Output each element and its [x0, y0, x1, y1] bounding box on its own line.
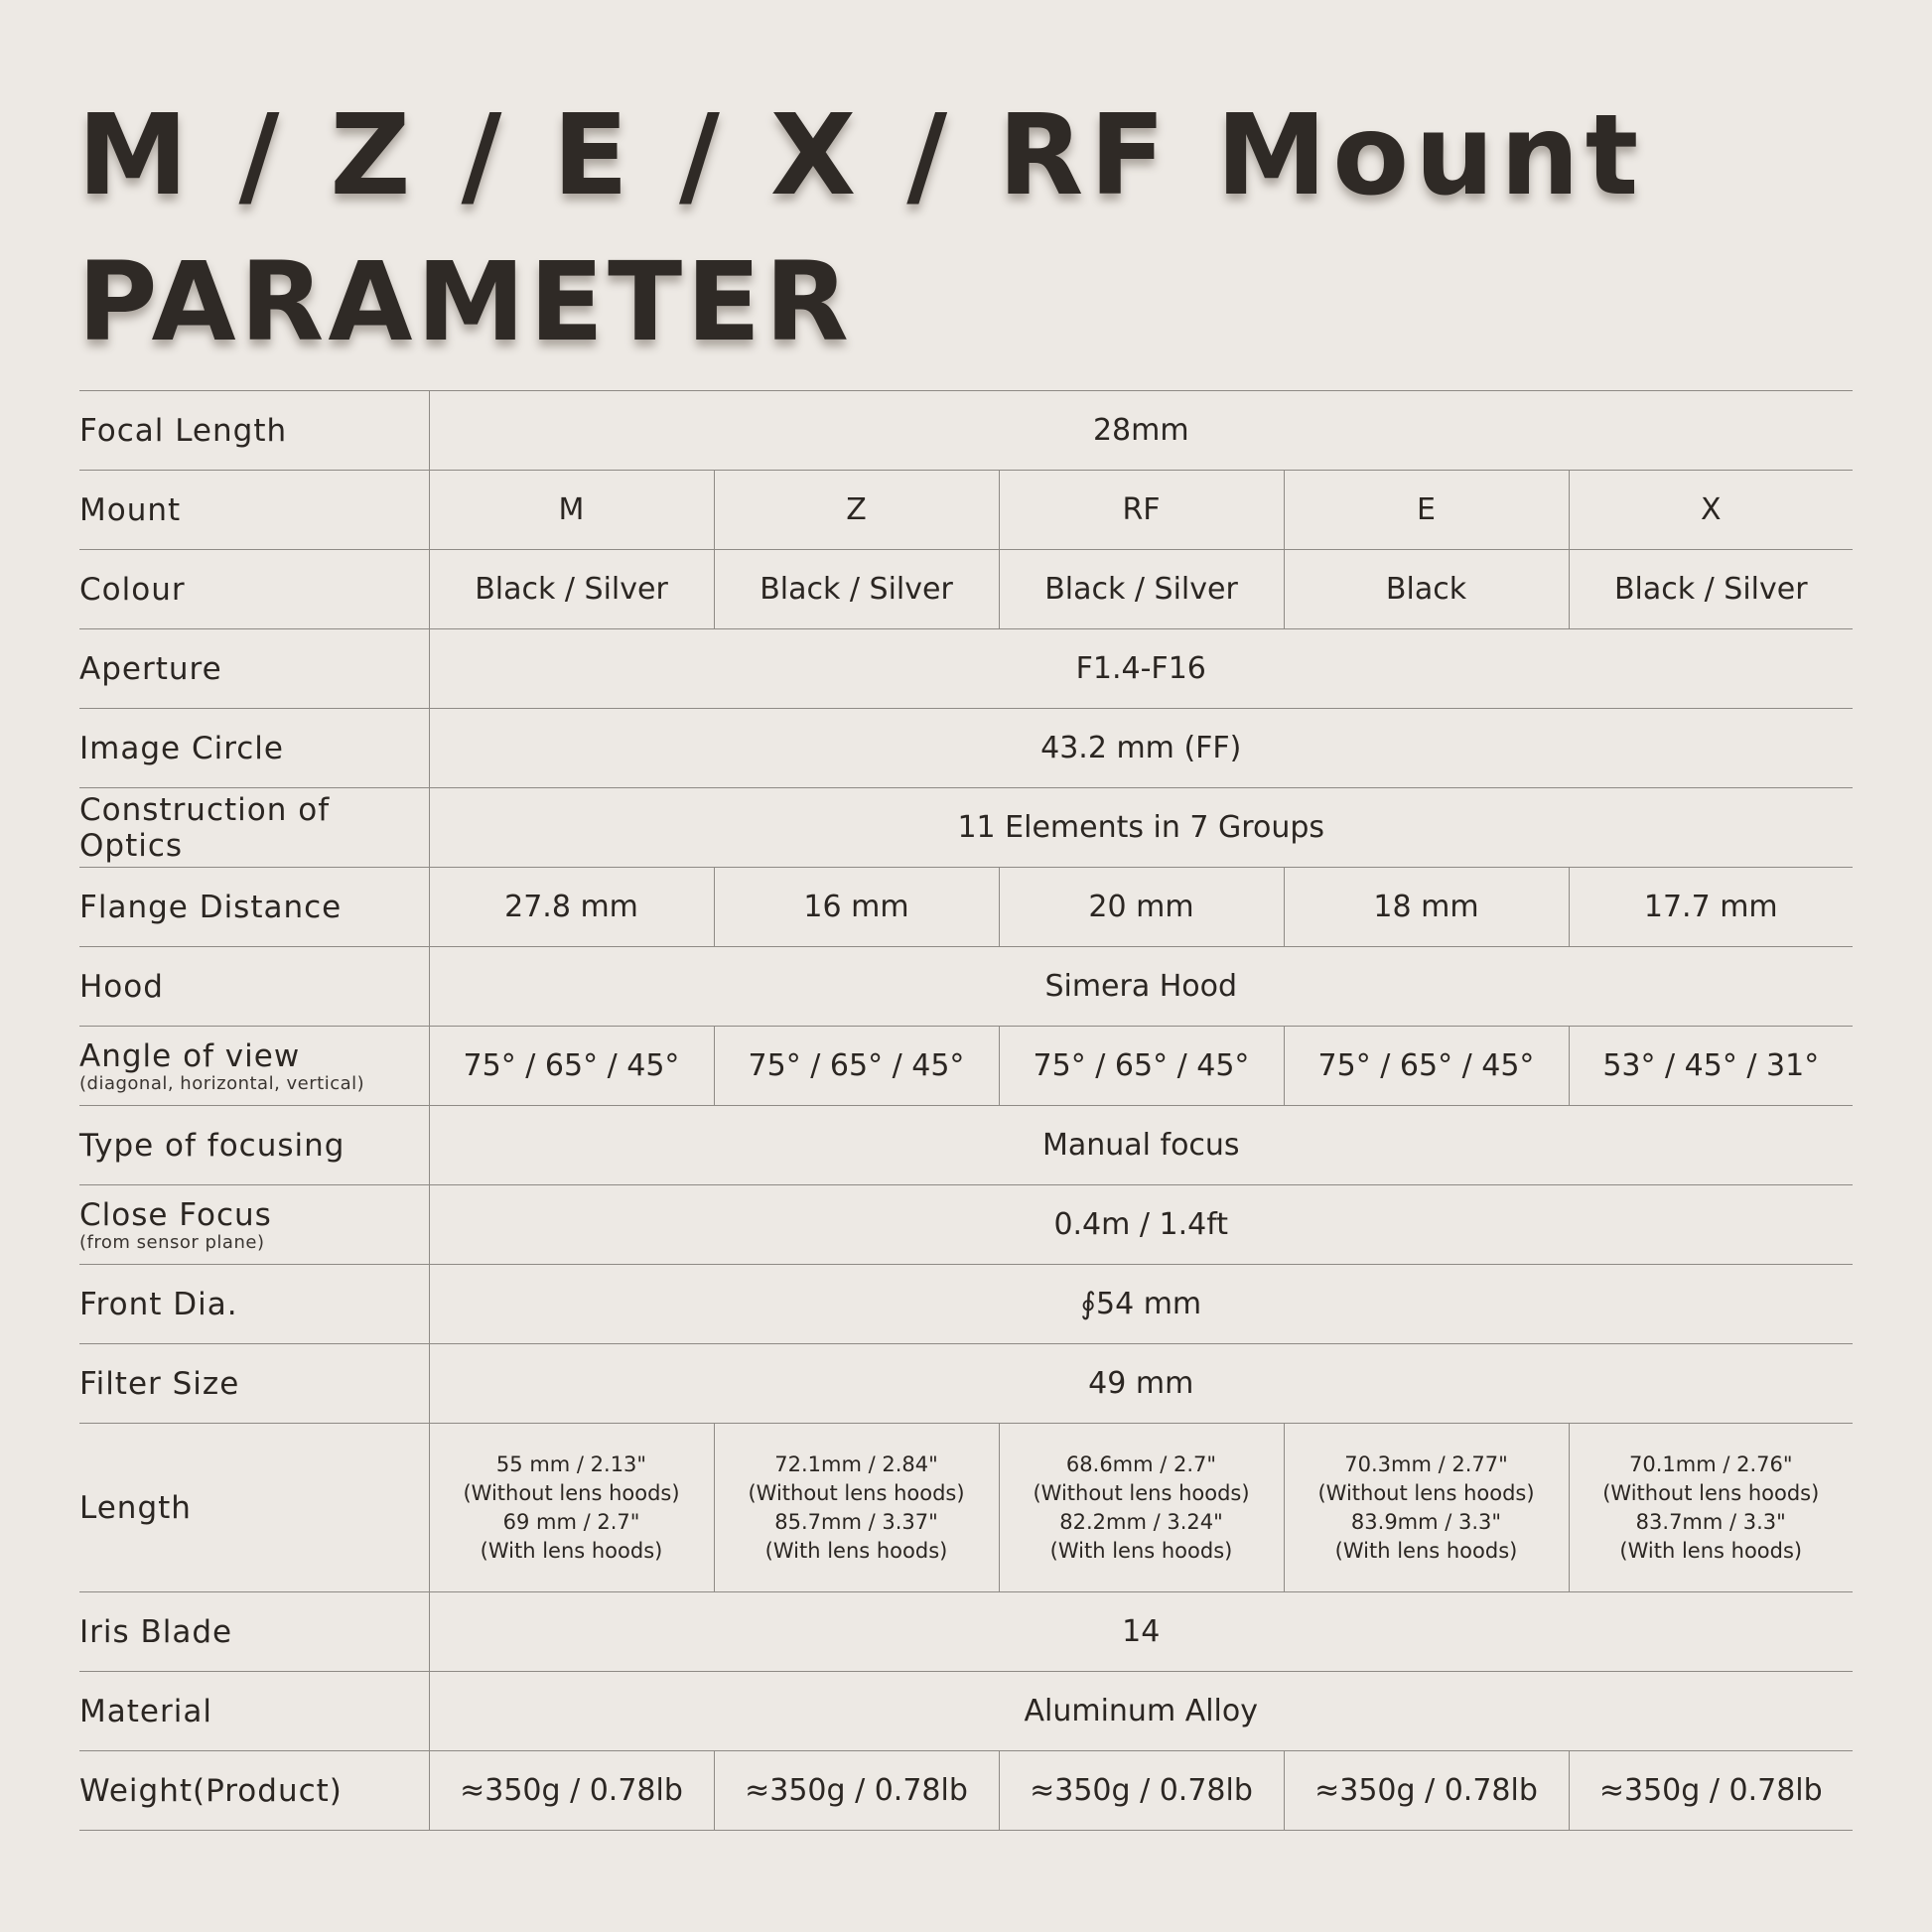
spec-value-rf: 20 mm: [999, 868, 1284, 947]
spec-value-x: 70.1mm / 2.76" (Without lens hoods) 83.7mm / 3.3" (With lens hoods): [1569, 1424, 1853, 1592]
spec-value-e: ≈350g / 0.78lb: [1284, 1751, 1569, 1831]
spec-value-x: 17.7 mm: [1569, 868, 1853, 947]
spec-label: Material: [79, 1672, 429, 1751]
spec-sublabel: (diagonal, horizontal, vertical): [79, 1072, 365, 1094]
spec-row-mount: [79, 471, 1853, 550]
spec-row-front-dia: [79, 1265, 1853, 1344]
spec-label: Flange Distance: [79, 868, 429, 947]
spec-value: 11 Elements in 7 Groups: [429, 788, 1853, 868]
spec-label: Front Dia.: [79, 1265, 429, 1344]
spec-value-rf: 68.6mm / 2.7" (Without lens hoods) 82.2mm / 3.24" (With lens hoods): [999, 1424, 1284, 1592]
spec-label: Weight(Product): [79, 1751, 429, 1831]
spec-row-angle-of-view: [79, 1027, 1853, 1106]
spec-value-x: Black / Silver: [1569, 550, 1853, 629]
spec-value: 49 mm: [429, 1344, 1853, 1424]
spec-value-rf: RF: [999, 471, 1284, 550]
spec-value: 14: [429, 1592, 1853, 1672]
spec-value-x: ≈350g / 0.78lb: [1569, 1751, 1853, 1831]
spec-value-m: ≈350g / 0.78lb: [429, 1751, 714, 1831]
spec-label: Angle of view (diagonal, horizontal, vertical): [79, 1027, 429, 1106]
spec-row-close-focus: [79, 1185, 1853, 1265]
spec-row-flange-distance: [79, 868, 1853, 947]
spec-value: 0.4m / 1.4ft: [429, 1185, 1853, 1265]
spec-label: Focal Length: [79, 391, 429, 471]
spec-value-z: Black / Silver: [714, 550, 999, 629]
spec-value-m: 75° / 65° / 45°: [429, 1027, 714, 1106]
spec-value: 43.2 mm (FF): [429, 709, 1853, 788]
spec-row-hood: [79, 947, 1853, 1027]
spec-label: Construction of Optics: [79, 788, 429, 868]
spec-row-length: [79, 1424, 1853, 1592]
spec-value-m: 27.8 mm: [429, 868, 714, 947]
spec-value-x: 53° / 45° / 31°: [1569, 1027, 1853, 1106]
spec-row-image-circle: [79, 709, 1853, 788]
spec-row-filter-size: [79, 1344, 1853, 1424]
spec-value-m: Black / Silver: [429, 550, 714, 629]
spec-value-e: E: [1284, 471, 1569, 550]
spec-value-z: 75° / 65° / 45°: [714, 1027, 999, 1106]
spec-label: Iris Blade: [79, 1592, 429, 1672]
spec-label: Aperture: [79, 629, 429, 709]
spec-value-e: 75° / 65° / 45°: [1284, 1027, 1569, 1106]
spec-label: Image Circle: [79, 709, 429, 788]
spec-value-rf: Black / Silver: [999, 550, 1284, 629]
spec-value: 28mm: [429, 391, 1853, 471]
spec-label: Filter Size: [79, 1344, 429, 1424]
spec-value-z: 16 mm: [714, 868, 999, 947]
spec-row-focusing-type: [79, 1106, 1853, 1185]
spec-value-x: X: [1569, 471, 1853, 550]
spec-value-m: M: [429, 471, 714, 550]
spec-row-iris-blade: [79, 1592, 1853, 1672]
spec-sublabel: (from sensor plane): [79, 1231, 265, 1253]
spec-label: Type of focusing: [79, 1106, 429, 1185]
spec-label: Hood: [79, 947, 429, 1027]
spec-value-e: 18 mm: [1284, 868, 1569, 947]
spec-label: Mount: [79, 471, 429, 550]
spec-row-colour: [79, 550, 1853, 629]
spec-value: Manual focus: [429, 1106, 1853, 1185]
spec-label: Close Focus (from sensor plane): [79, 1185, 429, 1265]
spec-value-rf: ≈350g / 0.78lb: [999, 1751, 1284, 1831]
spec-row-weight: [79, 1751, 1853, 1831]
spec-row-material: [79, 1672, 1853, 1751]
spec-row-aperture: [79, 629, 1853, 709]
spec-value: Aluminum Alloy: [429, 1672, 1853, 1751]
spec-value-m: 55 mm / 2.13" (Without lens hoods) 69 mm / 2.7" (With lens hoods): [429, 1424, 714, 1592]
spec-value: Simera Hood: [429, 947, 1853, 1027]
page-subtitle: PARAMETER: [77, 238, 853, 365]
spec-value-z: Z: [714, 471, 999, 550]
spec-value-rf: 75° / 65° / 45°: [999, 1027, 1284, 1106]
spec-value-z: ≈350g / 0.78lb: [714, 1751, 999, 1831]
spec-value: ∮54 mm: [429, 1265, 1853, 1344]
spec-value-z: 72.1mm / 2.84" (Without lens hoods) 85.7mm / 3.37" (With lens hoods): [714, 1424, 999, 1592]
spec-label: Colour: [79, 550, 429, 629]
page-title: M / Z / E / X / RF Mount: [77, 91, 1645, 220]
spec-label: Length: [79, 1424, 429, 1592]
spec-row-construction: [79, 788, 1853, 868]
spec-table: [79, 390, 1853, 1831]
spec-value: F1.4-F16: [429, 629, 1853, 709]
spec-value-e: Black: [1284, 550, 1569, 629]
spec-value-e: 70.3mm / 2.77" (Without lens hoods) 83.9mm / 3.3" (With lens hoods): [1284, 1424, 1569, 1592]
spec-row-focal-length: [79, 391, 1853, 471]
